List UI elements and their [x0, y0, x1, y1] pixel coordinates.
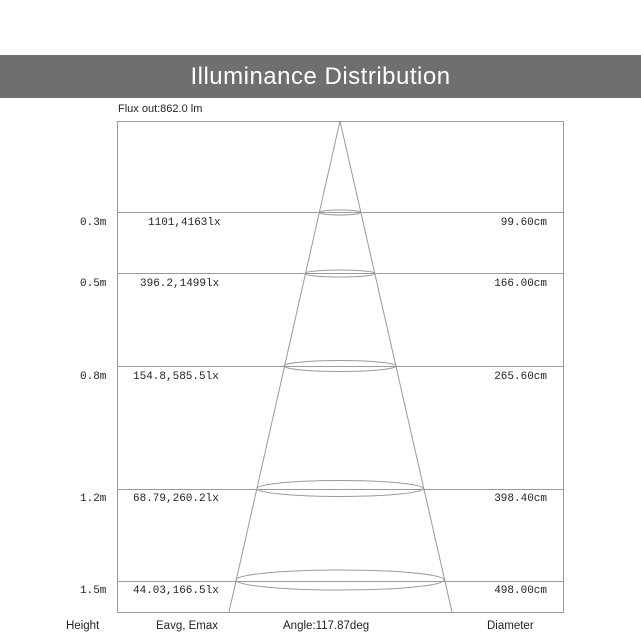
- beam-ellipse-1.5m: [236, 570, 444, 590]
- height-label: 0.8m: [80, 371, 107, 383]
- diameter-label: 99.60cm: [500, 217, 547, 229]
- illuminance-label: 68.79,260.2lx: [133, 493, 219, 505]
- flux-label: Flux out:862.0 lm: [118, 103, 203, 115]
- illuminance-label: 396.2,1499lx: [140, 278, 220, 290]
- height-label: 1.2m: [80, 493, 107, 505]
- height-label: 0.5m: [80, 278, 107, 290]
- height-label: 0.3m: [80, 217, 107, 229]
- footer-eavg-emax: Eavg, Emax: [156, 620, 218, 632]
- beam-ellipse-1.2m: [257, 481, 423, 497]
- footer-diameter: Diameter: [487, 620, 534, 632]
- illuminance-label: 1101,4163lx: [148, 217, 221, 229]
- page-title: Illuminance Distribution: [190, 63, 451, 90]
- footer-angle: Angle:117.87deg: [283, 620, 370, 632]
- footer-height: Height: [66, 620, 100, 632]
- illuminance-label: 154.8,585.5lx: [133, 371, 219, 383]
- diameter-label: 265.60cm: [494, 371, 547, 383]
- illuminance-label: 44.03,166.5lx: [133, 585, 219, 597]
- diameter-label: 498.00cm: [494, 585, 547, 597]
- diameter-label: 166.00cm: [494, 278, 547, 290]
- height-label: 1.5m: [80, 585, 107, 597]
- diameter-label: 398.40cm: [494, 493, 547, 505]
